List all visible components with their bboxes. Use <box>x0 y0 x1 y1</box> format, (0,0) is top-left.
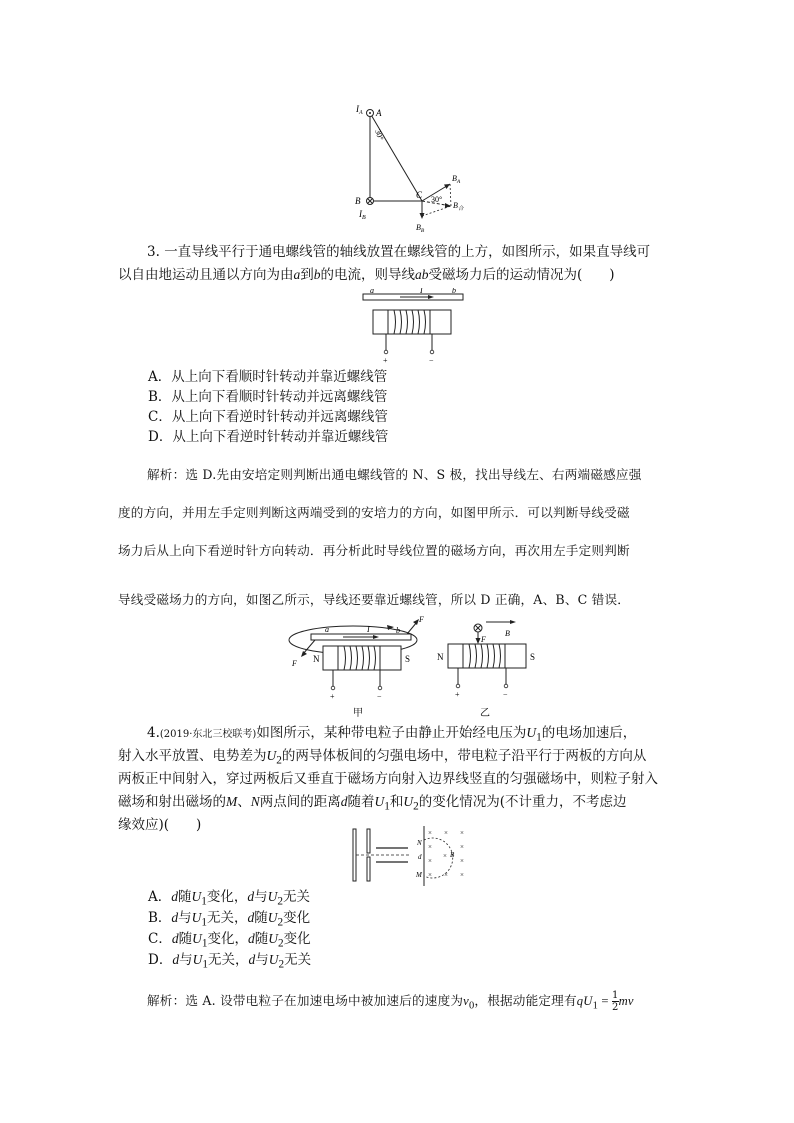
q3-option-D-key: D <box>148 429 159 445</box>
q4-U2-b-sub: 2 <box>413 800 419 813</box>
q4-N: N <box>250 794 260 809</box>
fig3-label-b: b <box>452 288 456 295</box>
q3-solution-line3: 场力后从上向下看逆时针方向转动．再分析此时导线位置的磁场方向，再次用左手定则判断 <box>118 543 630 558</box>
yi-plus: + <box>455 690 460 699</box>
q4fig-label-B: B <box>450 851 455 859</box>
q3-option-D-text: 从上向下看逆时针转动并靠近螺线管 <box>172 429 389 445</box>
jia-label-a: a <box>325 625 329 634</box>
q4-option-A-U2-sub: 2 <box>277 895 283 908</box>
svg-text:×: × <box>428 871 432 879</box>
q4-dun: 、 <box>237 794 251 810</box>
q4-option-C-d2: d <box>247 931 255 946</box>
yi-caption: 乙 <box>480 708 490 718</box>
q4-solution <box>147 990 634 1016</box>
q3-option-D: D．从上向下看逆时针转动并靠近螺线管 <box>148 429 389 445</box>
q4-text-4a: 磁场和射出磁场的 <box>118 794 226 810</box>
label-B: B <box>355 196 361 206</box>
label-C: C <box>416 190 423 200</box>
q4-solution-qU: qU <box>576 994 593 1008</box>
q4-solution-eq: = <box>598 994 613 1008</box>
q4-U2-b: U <box>403 794 414 809</box>
q4-text-1b: 的电场加速后， <box>541 725 637 741</box>
q4-option-B-key: B <box>148 910 158 926</box>
q4-solution-v0: v <box>463 994 469 1008</box>
q4-line3: 两板正中间射入，穿过两板后又垂直于磁场方向射入边界线竖直的匀强磁场中，则粒子射入 <box>118 771 658 787</box>
q4-option-C-U1: U <box>192 931 202 946</box>
q4-option-C-U2: U <box>268 931 278 946</box>
label-BA: $B_A$ <box>452 174 461 185</box>
svg-text:×: × <box>444 871 448 879</box>
yi-label-F: F <box>481 635 486 644</box>
q4-M: M <box>226 794 238 809</box>
svg-text:×: × <box>428 829 432 837</box>
q4-option-B-U1: U <box>191 910 202 925</box>
q4-text-4b: 两点间的距离 <box>259 794 341 810</box>
q4-solution-pre: 解析：选 A. 设带电粒子在加速电场中被加速后的速度为 <box>147 993 464 1008</box>
label-angle-A: 30° <box>372 128 386 142</box>
q4-option-A-key: A <box>148 889 158 905</box>
q4-option-C-d1: d <box>171 931 179 946</box>
q3-var-ab: ab <box>415 267 429 282</box>
label-A: A <box>376 108 382 118</box>
q4-solution-mid: ，根据动能定理有 <box>474 993 577 1008</box>
q4-option-A-U1: U <box>191 889 202 904</box>
q4-option-A-d1: d <box>171 889 178 904</box>
svg-text:×: × <box>444 829 448 837</box>
q4fig-label-M: M <box>416 871 422 879</box>
q4-option-B-p2: 无关， <box>207 910 248 926</box>
q4-solution-frac-num: 1 <box>612 990 619 1001</box>
q4-he: 和 <box>389 794 404 810</box>
q3-line1 <box>147 243 650 261</box>
q3-option-C-key: C <box>148 409 159 425</box>
figure-yi <box>432 614 542 718</box>
q4-option-B-d1: d <box>171 910 179 925</box>
jia-label-S: S <box>405 654 411 664</box>
q3-text-2a: 以自由地运动且通以方向为由 <box>118 267 294 283</box>
jia-plus: + <box>330 692 335 701</box>
q3-var-b: b <box>313 267 321 282</box>
label-angle-C: 30° <box>431 195 443 204</box>
q4-U2-sub: 2 <box>276 754 282 767</box>
jia-label-b: b <box>396 626 400 635</box>
svg-text:×: × <box>460 843 464 851</box>
figure-q3-solenoid <box>358 288 468 364</box>
q4-d: d <box>340 794 348 809</box>
figure-jia <box>283 614 433 718</box>
q3-option-A-key: A <box>148 369 158 385</box>
q3-number: 3. <box>147 244 160 260</box>
q4-option-D-p4: 无关 <box>284 952 312 968</box>
q4-option-B-U2: U <box>267 910 278 925</box>
q3-option-C: C．从上向下看逆时针转动并远离螺线管 <box>148 409 388 425</box>
svg-text:×: × <box>428 843 432 851</box>
svg-text:×: × <box>460 871 464 879</box>
q4-number: 4. <box>147 725 160 741</box>
q4-option-B-p4: 变化 <box>283 910 311 926</box>
q4-option-C-U1-sub: 1 <box>201 937 208 950</box>
q4-text-2a: 射入水平放置、电势差为 <box>118 748 267 764</box>
q4-solution-mv: mv <box>618 994 634 1008</box>
q4-line4 <box>118 793 627 816</box>
yi-minus: − <box>503 690 508 699</box>
q4-option-A-U2: U <box>267 889 278 904</box>
jia-label-F2: F <box>292 659 297 668</box>
q4-text-4c: 随着 <box>347 794 375 810</box>
label-IB: $I_B$ <box>359 209 366 221</box>
q4-option-C-p2: 变化， <box>207 931 248 947</box>
yi-label-N: N <box>437 652 444 662</box>
q4-option-B-p1: 与 <box>178 910 192 926</box>
q4-option-A-p4: 无关 <box>283 889 310 905</box>
jia-label-F1: F <box>419 615 424 624</box>
yi-label-S: S <box>530 652 536 662</box>
q4-option-D-p1: 与 <box>179 952 193 968</box>
q4fig-label-d: d <box>418 853 422 861</box>
q3-solution-line4: 导线受磁场力的方向，如图乙所示，导线还要靠近螺线管，所以 D 正确，A、B、C 错误． <box>118 592 631 607</box>
q4-solution-frac-den: 2 <box>612 1002 619 1013</box>
q3-text-to: 到 <box>300 267 314 283</box>
q4-U1-sub: 1 <box>536 731 542 744</box>
q4-option-D-U2-sub: 2 <box>278 958 285 971</box>
jia-label-N: N <box>313 654 320 664</box>
q4-U1-b: U <box>374 794 385 809</box>
fig3-plus: + <box>383 356 388 364</box>
q4-option-C-p3: 随 <box>254 931 269 947</box>
svg-text:×: × <box>428 857 432 865</box>
q4-option-C-key: C <box>148 931 159 947</box>
q4-U1: U <box>526 725 537 740</box>
q4-source: (2019·东北三校联考) <box>159 729 257 740</box>
q4-line1 <box>147 724 636 747</box>
svg-text:×: × <box>443 852 447 860</box>
figure-magnetic-field-vectors <box>350 100 490 235</box>
q4-option-D-U1: U <box>192 952 203 967</box>
q4-option-C-p1: 随 <box>178 931 193 947</box>
jia-minus: − <box>377 692 382 701</box>
q3-text-2c: 受磁场力后的运动情况为( ) <box>428 267 615 283</box>
q3-option-B-key: B <box>148 389 158 405</box>
q4-option-D-d2: d <box>248 952 256 967</box>
q4-U1-b-sub: 1 <box>384 800 390 813</box>
q4-option-C-U2-sub: 2 <box>277 937 284 950</box>
q3-text-2b: 的电流，则导线 <box>320 267 415 283</box>
fig3-label-I: I <box>420 288 423 295</box>
q4-option-B-U1-sub: 1 <box>201 916 208 929</box>
svg-text:×: × <box>460 857 464 865</box>
fig3-minus: − <box>429 356 434 364</box>
q4-solution-qU-sub: 1 <box>592 1000 599 1012</box>
q4-option-A-p1: 随 <box>178 889 192 905</box>
q3-text-1: 一直导线平行于通电螺线管的轴线放置在螺线管的上方，如图所示，如果直导线可 <box>164 244 651 260</box>
q4-option-D: D．d与$U_1$无关，d与$U_2$无关 <box>148 952 312 971</box>
q4-option-D-p2: 无关， <box>207 952 249 968</box>
q4-text-4d: 的变化情况为(不计重力，不考虑边 <box>418 794 627 810</box>
q4-option-B-U2-sub: 2 <box>277 916 284 929</box>
q3-option-C-text: 从上向下看逆时针转动并远离螺线管 <box>171 409 388 425</box>
q4-U2: U <box>266 748 277 763</box>
q4fig-label-N: N <box>417 839 422 847</box>
q3-option-B: B．从上向下看顺时针转动并远离螺线管 <box>148 389 388 405</box>
q4-option-D-d1: d <box>172 952 180 967</box>
q4-line2 <box>118 747 646 770</box>
jia-caption: 甲 <box>353 708 363 718</box>
q4-option-C-p4: 变化 <box>283 931 311 947</box>
q4-option-C: C．d随$U_1$变化，d随$U_2$变化 <box>148 931 311 950</box>
q4-option-D-key: D <box>148 952 159 968</box>
q4-option-A-p2: 变化， <box>206 889 248 905</box>
q4-solution-v0-sub: 0 <box>468 1000 475 1012</box>
q4-option-B: B．d与$U_1$无关，d随$U_2$变化 <box>148 910 311 929</box>
q3-line2 <box>118 266 615 284</box>
q3-solution-line1: 解析：选 D.先由安培定则判断出通电螺线管的 N、S 极，找出导线左、右两端磁感应强 <box>147 467 642 482</box>
q4-option-B-p3: 随 <box>254 910 268 926</box>
label-Bsum: $B_合$ <box>453 201 464 212</box>
q3-var-a: a <box>293 267 301 282</box>
q3-solution-line2: 度的方向，并用左手定则判断这两端受到的安培力的方向，如图甲所示．可以判断导线受磁 <box>118 505 630 520</box>
q4-option-A: A．d随$U_1$变化，d与$U_2$无关 <box>148 889 310 908</box>
label-BB: $B_B$ <box>416 223 425 234</box>
q4-text-2b: 的两导体板间的匀强电场中，带电粒子沿平行于两板的方向从 <box>281 748 647 764</box>
q4-line5: 缘效应)( ) <box>118 817 202 833</box>
q4-option-A-U1-sub: 1 <box>201 895 207 908</box>
q4-option-D-U1-sub: 1 <box>202 958 208 971</box>
q3-option-A: A．从上向下看顺时针转动并靠近螺线管 <box>148 369 388 385</box>
q4-text-1: 如图所示，某种带电粒子由静止开始经电压为 <box>256 725 527 741</box>
jia-label-I: I <box>367 625 370 634</box>
fig3-label-a: a <box>370 288 374 295</box>
q4-option-B-d2: d <box>247 910 255 925</box>
svg-text:×: × <box>460 829 464 837</box>
q3-option-A-text: 从上向下看顺时针转动并靠近螺线管 <box>171 369 388 385</box>
label-IA: $I_A$ <box>356 104 363 116</box>
q4-option-D-p3: 与 <box>255 952 269 968</box>
q4-option-A-p3: 与 <box>254 889 268 905</box>
yi-label-B: B <box>505 629 510 638</box>
q4-option-D-U2: U <box>268 952 279 967</box>
figure-q4-field <box>350 826 475 886</box>
q4-option-A-d2: d <box>247 889 255 904</box>
q3-option-B-text: 从上向下看顺时针转动并远离螺线管 <box>171 389 388 405</box>
